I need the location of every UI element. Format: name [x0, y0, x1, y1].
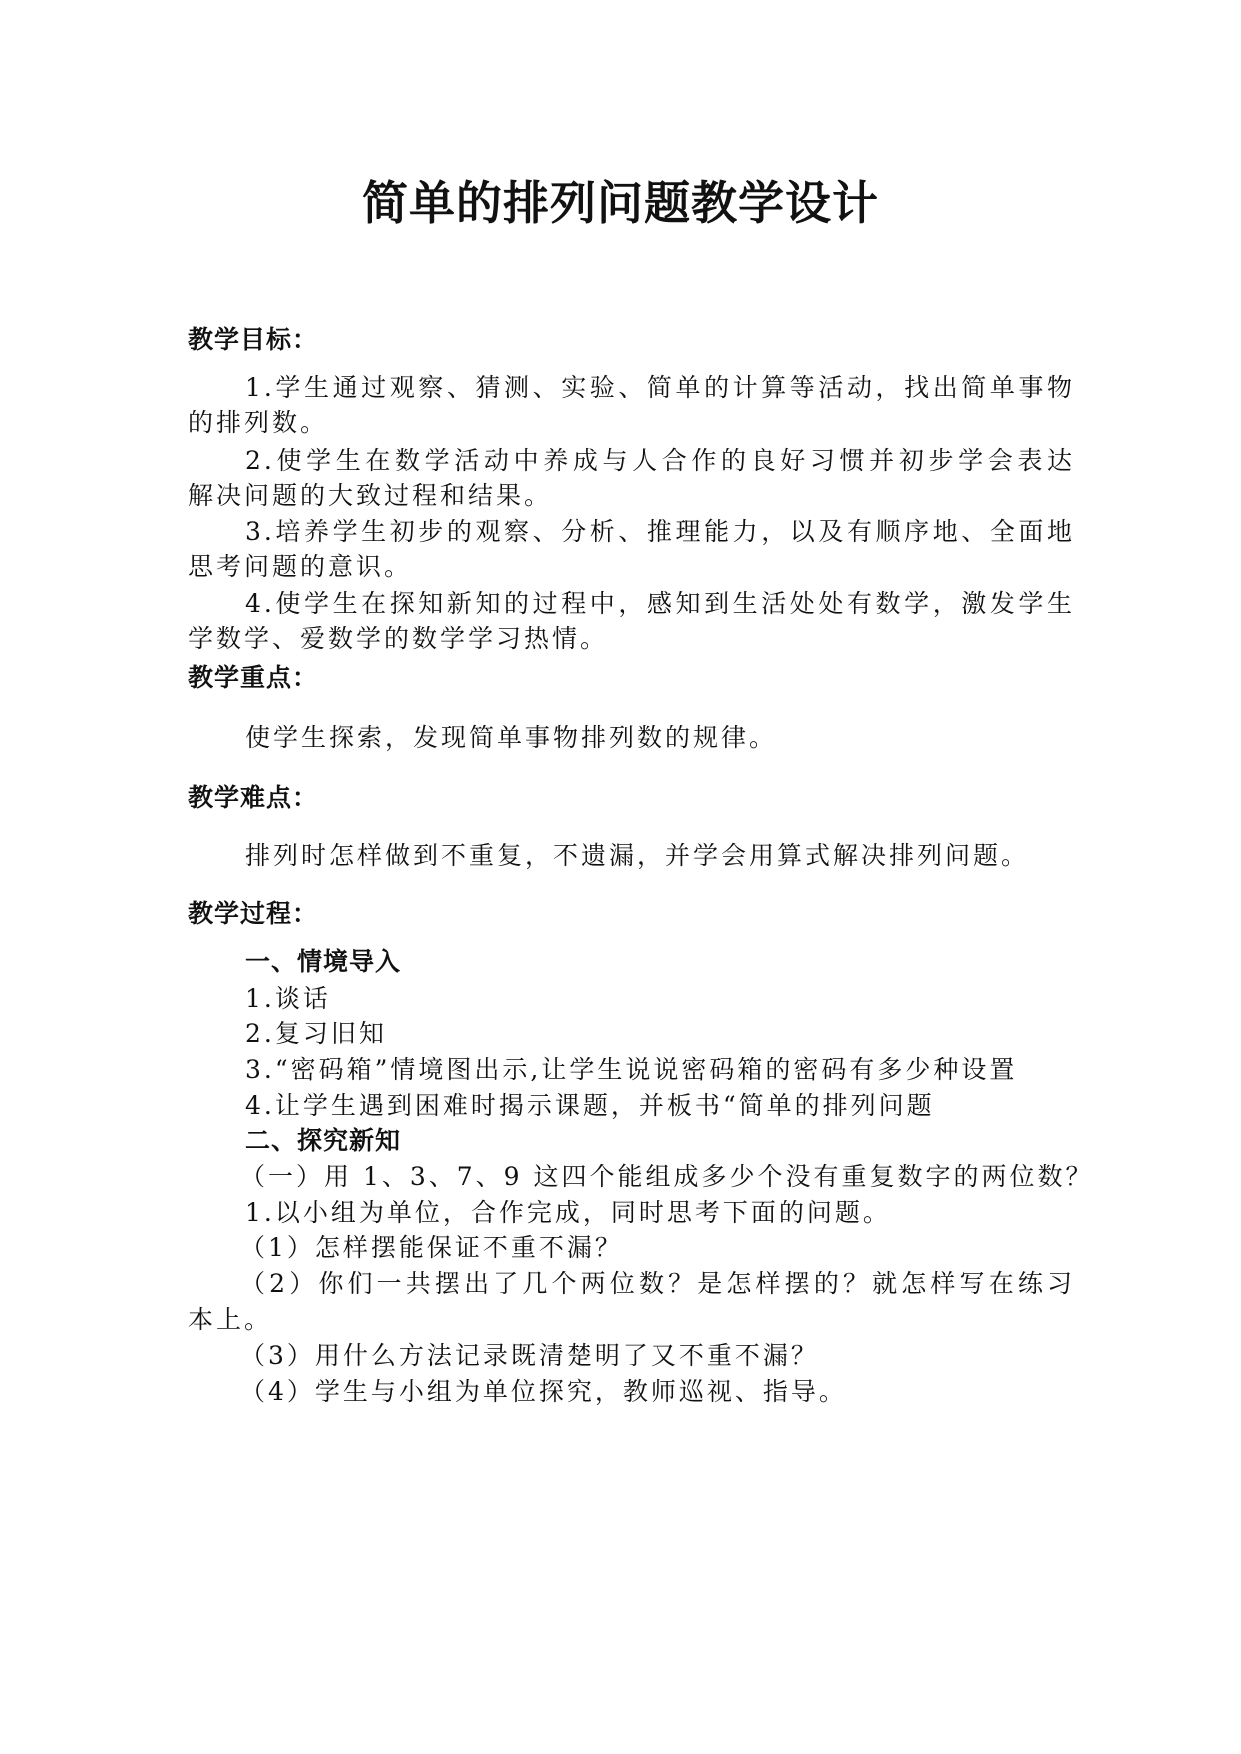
objective-item-1-line2: 的排列数。 — [188, 408, 329, 437]
section1-item-1: 1.谈话 — [245, 984, 331, 1013]
section1-item-2: 2.复习旧知 — [245, 1019, 387, 1048]
objective-item-2-line1: 2.使学生在数学活动中养成与人合作的良好习惯并初步学会表达 — [245, 446, 1075, 475]
section2-sub1: （1）怎样摆能保证不重不漏？ — [240, 1233, 623, 1262]
key-points-text: 使学生探索，发现简单事物排列数的规律。 — [245, 723, 778, 752]
section2-question: （一）用 1、3、7、9 这四个能组成多少个没有重复数字的两位数？ — [240, 1162, 1094, 1191]
section1-item-4: 4.让学生遇到困难时揭示课题，并板书“简单的排列问题 — [245, 1091, 935, 1120]
objective-item-2-line2: 解决问题的大致过程和结果。 — [188, 481, 553, 510]
difficulties-heading: 教学难点： — [188, 783, 319, 812]
section1-title: 一、情境导入 — [245, 947, 402, 976]
section1-item-3: 3.“密码箱”情境图出示,让学生说说密码箱的密码有多少种设置 — [245, 1055, 1018, 1084]
objective-item-3-line1: 3.培养学生初步的观察、分析、推理能力，以及有顺序地、全面地 — [245, 517, 1075, 546]
section2-sub2-line1: （2）你们一共摆出了几个两位数？是怎样摆的？就怎样写在练习 — [240, 1269, 1075, 1298]
process-heading: 教学过程： — [188, 899, 319, 928]
difficulties-text: 排列时怎样做到不重复，不遗漏，并学会用算式解决排列问题。 — [245, 841, 1030, 870]
section2-sub3: （3）用什么方法记录既清楚明了又不重不漏？ — [240, 1341, 819, 1370]
objective-item-4-line2: 学数学、爱数学的数学学习热情。 — [188, 624, 609, 653]
key-points-heading: 教学重点： — [188, 663, 319, 692]
section2-sub4: （4）学生与小组为单位探究，教师巡视、指导。 — [240, 1377, 847, 1406]
objective-item-1-line1: 1.学生通过观察、猜测、实验、简单的计算等活动，找出简单事物 — [245, 373, 1075, 402]
document-title: 简单的排列问题教学设计 — [362, 176, 879, 230]
objectives-heading: 教学目标： — [188, 325, 319, 354]
section2-step1: 1.以小组为单位，合作完成，同时思考下面的问题。 — [245, 1198, 891, 1227]
objective-item-4-line1: 4.使学生在探知新知的过程中，感知到生活处处有数学，激发学生 — [245, 589, 1075, 618]
objective-item-3-line2: 思考问题的意识。 — [188, 552, 413, 581]
section2-sub2-line2: 本上。 — [188, 1305, 273, 1334]
section2-title: 二、探究新知 — [245, 1126, 402, 1155]
